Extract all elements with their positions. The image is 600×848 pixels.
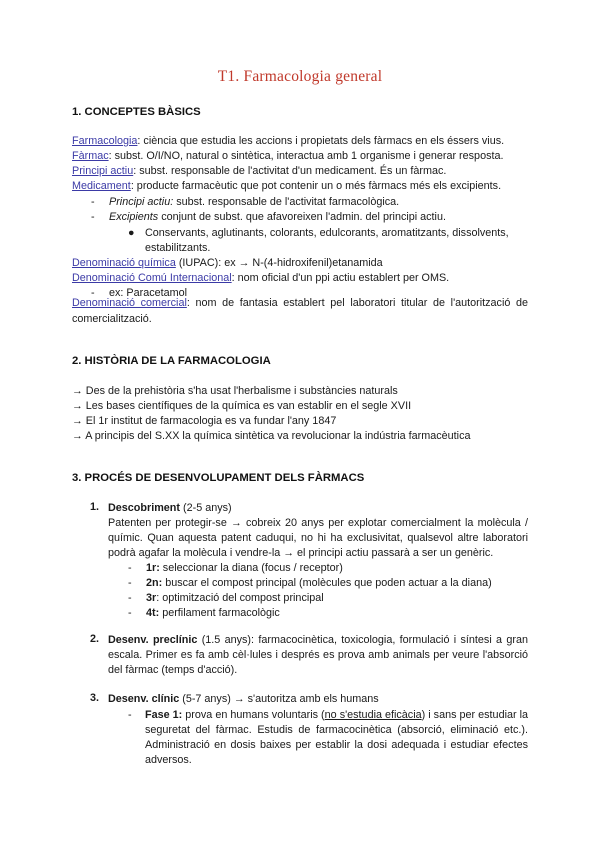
term-link[interactable]: Fàrmac [72,150,109,162]
def-principi-actiu: Principi actiu: subst. responsable de l'activitat d'un medicament. És un fàrmac. [72,165,447,177]
dash-icon: - [128,562,132,574]
step-3: 3r: optimització del compost principal [146,592,324,604]
dash-icon: - [128,709,132,721]
term-link[interactable]: Principi actiu [72,165,134,177]
phase-1-paragraph: Fase 1: prova en humans voluntaris (no s'estudia eficàcia) i sans per estudiar la seguretat del fàrmac. Estudis de farmacocinètica (absorció, eliminació etc.). Administració en dosis baixes per establir la dosi adequada i estudiar efectes adversos. [145,709,529,766]
dash-icon: - [128,607,132,619]
term-link[interactable]: Medicament [72,180,131,192]
step-4: 4t: perfilament farmacològic [146,607,280,619]
step-2: 2n: buscar el compost principal (molècules que poden actuar a la diana) [146,577,492,589]
def-denominacio-quimica: Denominació química (IUPAC): ex → N-(4-hidroxifenil)etanamida [72,257,383,269]
list-number: 2. [90,633,100,645]
history-line: → A principis del S.XX la química sintètica va revolucionar la indústria farmacèutica [72,430,471,442]
dash-icon: - [91,196,95,208]
item-3-title: Desenv. clínic (5-7 anys) → s'autoritza amb els humans [108,693,379,705]
dash-icon: - [91,211,95,223]
dash-icon: - [128,592,132,604]
def-farmacologia: Farmacologia: ciència que estudia les accions i propietats dels fàrmacs en els éssers vius. [72,135,505,147]
item-2-paragraph: Desenv. preclínic (1.5 anys): farmacocinètica, toxicologia, formulació i síntesi a gran escala. Primer es fa amb cèl·lules i després es prova amb animals per veure l'absorció del fàrmac (temps d'acció). [108,634,528,676]
term-link[interactable]: Farmacologia [72,135,138,147]
section-3-heading: 3. PROCÉS DE DESENVOLUPAMENT DELS FÀRMACS [72,472,365,484]
term-link[interactable]: Denominació Comú Internacional [72,272,232,284]
bullet-icon: ● [128,227,135,239]
term-link[interactable]: Denominació comercial [72,297,187,309]
term-link[interactable]: Denominació química [72,257,176,269]
list-number: 1. [90,501,100,513]
item-1-paragraph: Patenten per protegir-se → cobreix 20 anys per explotar comercialment la molècula / químic. Quan aquesta patent caduqui, no hi ha exclusivitat, qualsevol altre laboratori podrà agafar la molècula i vendre-la → el principi actiu passarà a ser un genèric. [108,517,528,559]
def-farmac: Fàrmac: subst. O/I/NO, natural o sintètica, interactua amb 1 organisme i generar resposta. [72,150,504,162]
history-line: → Des de la prehistòria s'ha usat l'herbalisme i substàncies naturals [72,385,398,397]
section-1-heading: 1. CONCEPTES BÀSICS [72,106,201,118]
example-text: ex: Paracetamol [109,287,188,299]
section-2-heading: 2. HISTÒRIA DE LA FARMACOLOGIA [72,355,271,367]
history-line: → El 1r institut de farmacologia es va fundar l'any 1847 [72,415,337,427]
list-number: 3. [90,692,100,704]
def-dci: Denominació Comú Internacional: nom oficial d'un ppi actiu establert per OMS. [72,272,450,284]
dash-icon: - [128,577,132,589]
dash-item [91,195,95,210]
sub-principi-actiu: Principi actiu: subst. responsable de l'activitat farmacològica. [109,196,400,208]
bullet-text-line1: Conservants, aglutinants, colorants, edulcorants, aromatitzants, dissolvents, [145,227,509,239]
document-title: T1. Farmacologia general [217,68,383,85]
bullet-text-line2: estabilitzants. [145,242,211,254]
step-1: 1r: seleccionar la diana (focus / receptor) [146,562,343,574]
dash-icon: - [91,287,95,299]
item-1-title: Descobriment (2-5 anys) [108,502,232,514]
history-line: → Les bases científiques de la química es van establir en el segle XVII [72,400,412,412]
def-denominacio-comercial: Denominació comercial: nom de fantasia establert pel laboratori titular de l'autorització de comercialització. [72,297,529,325]
def-medicament: Medicament: producte farmacèutic que pot contenir un o més fàrmacs més els excipients. [72,180,502,192]
sub-excipients: Excipients conjunt de subst. que afavoreixen l'admin. del principi actiu. [109,211,446,223]
dash-item [91,210,95,225]
